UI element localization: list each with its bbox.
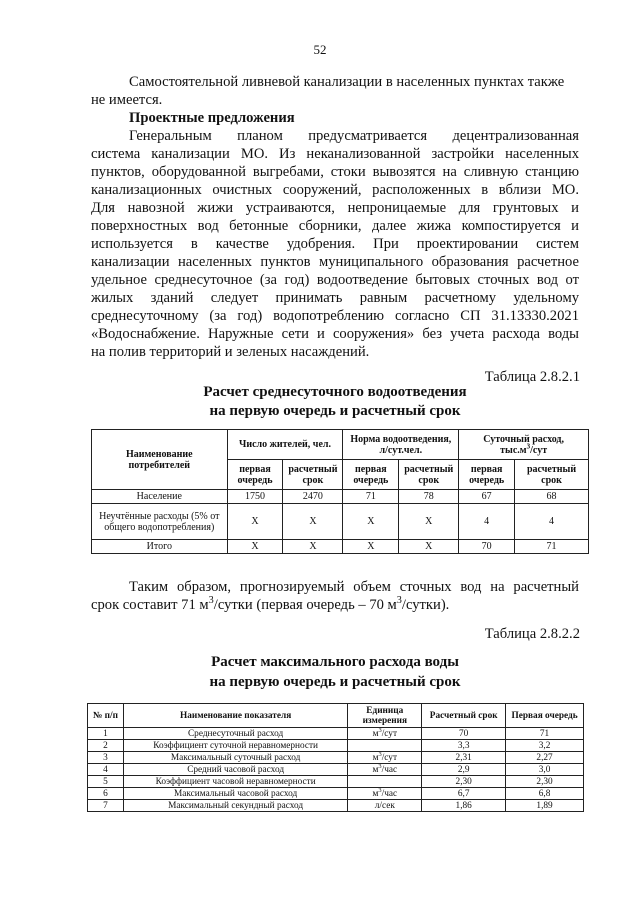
unit-text: м <box>372 752 379 763</box>
table2-cell: 2 <box>88 740 124 752</box>
table2-cell: 3,3 <box>422 740 506 752</box>
unit-text: л/сек <box>374 800 395 811</box>
paragraph3-sup: 3 <box>208 595 214 607</box>
table2-cell: 6 <box>88 788 124 800</box>
section-heading: Проектные предложения <box>129 110 295 126</box>
table1-cell: Х <box>283 540 343 554</box>
table1-cell: 71 <box>515 540 589 554</box>
table-row <box>92 504 589 540</box>
table2-cell: 2,9 <box>422 764 506 776</box>
table1-header-first: первая очередь <box>343 460 399 490</box>
table1-cell: Население <box>92 490 228 504</box>
paragraph2-line: «Водоснабжение. Наружные сети и сооружения» без учета расхода воды <box>91 326 579 342</box>
table2-cell: Коэффициент часовой неравномерности <box>123 776 347 788</box>
unit-sup: 3 <box>378 786 382 794</box>
unit-text: м <box>372 728 379 739</box>
table1-cell: 68 <box>515 490 589 504</box>
table-row <box>88 788 584 800</box>
paragraph3-sup: 3 <box>396 595 402 607</box>
paragraph2-line: система канализации МО. Из неканализованной застройки населенных <box>91 146 579 162</box>
paragraph2-line: Для навозной жижи устраиваются, непроницаемые для грунтовых и <box>91 200 579 216</box>
table2-cell: 3 <box>88 752 124 764</box>
page-number: 52 <box>313 42 327 57</box>
table2-header-indicator: Наименование показателя <box>123 704 347 728</box>
table2-unit-cell <box>348 800 422 812</box>
table1-cell: Х <box>399 504 459 540</box>
table1-header-calc: расчетный срок <box>399 460 459 490</box>
table1-cell: Х <box>343 540 399 554</box>
table1-cell: Х <box>227 540 283 554</box>
table1-cell: Х <box>343 504 399 540</box>
table1-header-first: первая очередь <box>227 460 283 490</box>
paragraph2-line: канализационных очистных сооружений, расположенных в вблизи МО. <box>91 182 579 198</box>
unit-sup: 3 <box>378 750 382 758</box>
unit-text: /час <box>381 788 398 799</box>
table2-header-num: № п/п <box>88 704 124 728</box>
paragraph3-text: /сутки (первая очередь – 70 м <box>213 597 397 613</box>
unit-text: /сут <box>381 728 398 739</box>
table2-cell: 6,8 <box>506 788 584 800</box>
table2-cell: Коэффициент суточной неравномерности <box>123 740 347 752</box>
table-row <box>88 776 584 788</box>
table2-cell: 3,0 <box>506 764 584 776</box>
table1-cell: 67 <box>459 490 515 504</box>
table2-caption: Таблица 2.8.2.2 <box>484 626 580 642</box>
table1-header-norm: Норма водоотведения, л/сут.чел. <box>343 430 459 460</box>
table2-cell: 5 <box>88 776 124 788</box>
unit-sup: 3 <box>378 762 382 770</box>
table2-cell: 2,27 <box>506 752 584 764</box>
table1-cell: 4 <box>459 504 515 540</box>
table1-header-consumers: Наименование потребителей <box>92 430 228 490</box>
table2-cell: Средний часовой расход <box>123 764 347 776</box>
unit-text: м <box>372 764 379 775</box>
table2-cell: 1 <box>88 728 124 740</box>
unit-text: м <box>372 788 379 799</box>
table-row <box>88 800 584 812</box>
paragraph2-last-line: на полив территорий и зеленых насаждений. <box>91 344 370 360</box>
paragraph3-text: /сутки). <box>401 597 450 613</box>
table1-header-daily <box>459 430 589 460</box>
table2-unit-cell <box>348 728 422 740</box>
table2-cell: 7 <box>88 800 124 812</box>
paragraph3-line2 <box>91 596 579 614</box>
unit-sup: 3 <box>378 726 382 734</box>
table1-cell: Х <box>227 504 283 540</box>
table2 <box>87 703 584 812</box>
paragraph2-line: канализации населенных пунктов муниципального образования расчетное <box>91 254 579 270</box>
table2-cell: 70 <box>422 728 506 740</box>
table2-cell: 1,86 <box>422 800 506 812</box>
table1-header-calc: расчетный срок <box>283 460 343 490</box>
table1-caption: Таблица 2.8.2.1 <box>484 369 580 385</box>
table1-cell: Х <box>399 540 459 554</box>
table-row <box>88 752 584 764</box>
table1-header-residents: Число жителей, чел. <box>227 430 343 460</box>
table1-cell: 1750 <box>227 490 283 504</box>
unit-text: /сут <box>381 752 398 763</box>
table2-cell: 71 <box>506 728 584 740</box>
table2-title-line2: на первую очередь и расчетный срок <box>209 674 461 690</box>
table2-cell: 3,2 <box>506 740 584 752</box>
table2-unit-cell <box>348 740 422 752</box>
paragraph2-line: жилых зданий следует принимать равным расчетному удельному <box>91 290 579 306</box>
table-row <box>88 728 584 740</box>
paragraph1-line2: не имеется. <box>91 92 163 108</box>
table2-unit-cell <box>348 752 422 764</box>
table2-cell: Среднесуточный расход <box>123 728 347 740</box>
unit-text: /час <box>381 764 398 775</box>
table-row <box>92 540 589 554</box>
paragraph1-line1: Самостоятельной ливневой канализации в населенных пунктах также <box>129 74 565 90</box>
table1-header-daily-sup: 3 <box>526 442 531 451</box>
paragraph3-text: срок составит 71 м <box>91 597 209 613</box>
table-row <box>92 490 589 504</box>
table-row <box>88 740 584 752</box>
table2-header-unit: Единица измерения <box>348 704 422 728</box>
paragraph2-line: удельное среднесуточное (за год) водоотведение бытовых сточных вод от <box>91 272 579 288</box>
paragraph2-line: поверхностных вод бетонные сборники, далее жижа компостируется и <box>91 218 579 234</box>
paragraph3-line1: Таким образом, прогнозируемый объем сточных вод на расчетный <box>129 579 579 595</box>
table1-cell: Итого <box>92 540 228 554</box>
table2-cell: 6,7 <box>422 788 506 800</box>
table1-title-line2: на первую очередь и расчетный срок <box>209 403 461 419</box>
table2-cell: 2,30 <box>506 776 584 788</box>
table2-cell: Максимальный часовой расход <box>123 788 347 800</box>
table1-header-first: первая очередь <box>459 460 515 490</box>
table2-cell: 2,31 <box>422 752 506 764</box>
table2-cell: 1,89 <box>506 800 584 812</box>
paragraph2-line: Генеральным планом предусматривается децентрализованная <box>129 128 579 144</box>
table2-cell: Максимальный суточный расход <box>123 752 347 764</box>
table1-cell: 71 <box>343 490 399 504</box>
table1-cell: 4 <box>515 504 589 540</box>
table2-cell: 4 <box>88 764 124 776</box>
table2-cell: Максимальный секундный расход <box>123 800 347 812</box>
table1 <box>91 429 589 554</box>
table1-header-calc: расчетный срок <box>515 460 589 490</box>
paragraph2-line: используется в качестве удобрения. При проектировании систем <box>91 236 579 252</box>
table1-header-daily-prefix: Суточный расход, <box>483 433 564 445</box>
table1-cell: Неучтённые расходы (5% от общего водопотребления) <box>92 504 228 540</box>
table1-header-daily-unit-a: тыс.м <box>500 444 527 456</box>
paragraph2-line: пунктов, оборудованной выгребами, стоки вывозятся на сливную станцию <box>91 164 579 180</box>
table1-cell: Х <box>283 504 343 540</box>
table1-cell: 2470 <box>283 490 343 504</box>
table2-unit-cell <box>348 764 422 776</box>
table1-cell: 70 <box>459 540 515 554</box>
table1-cell: 78 <box>399 490 459 504</box>
table1-title-line1: Расчет среднесуточного водоотведения <box>203 384 467 400</box>
table2-title-line1: Расчет максимального расхода воды <box>211 654 459 670</box>
paragraph2-line: среднесуточному (за год) водопотреблению согласно СП 31.13330.2021 <box>91 308 579 324</box>
table2-header-first: Первая очередь <box>506 704 584 728</box>
table2-header-calc: Расчетный срок <box>422 704 506 728</box>
table2-cell: 2,30 <box>422 776 506 788</box>
table-row <box>88 764 584 776</box>
table2-unit-cell <box>348 788 422 800</box>
table1-header-daily-unit-b: /сут <box>530 444 548 456</box>
table2-unit-cell <box>348 776 422 788</box>
